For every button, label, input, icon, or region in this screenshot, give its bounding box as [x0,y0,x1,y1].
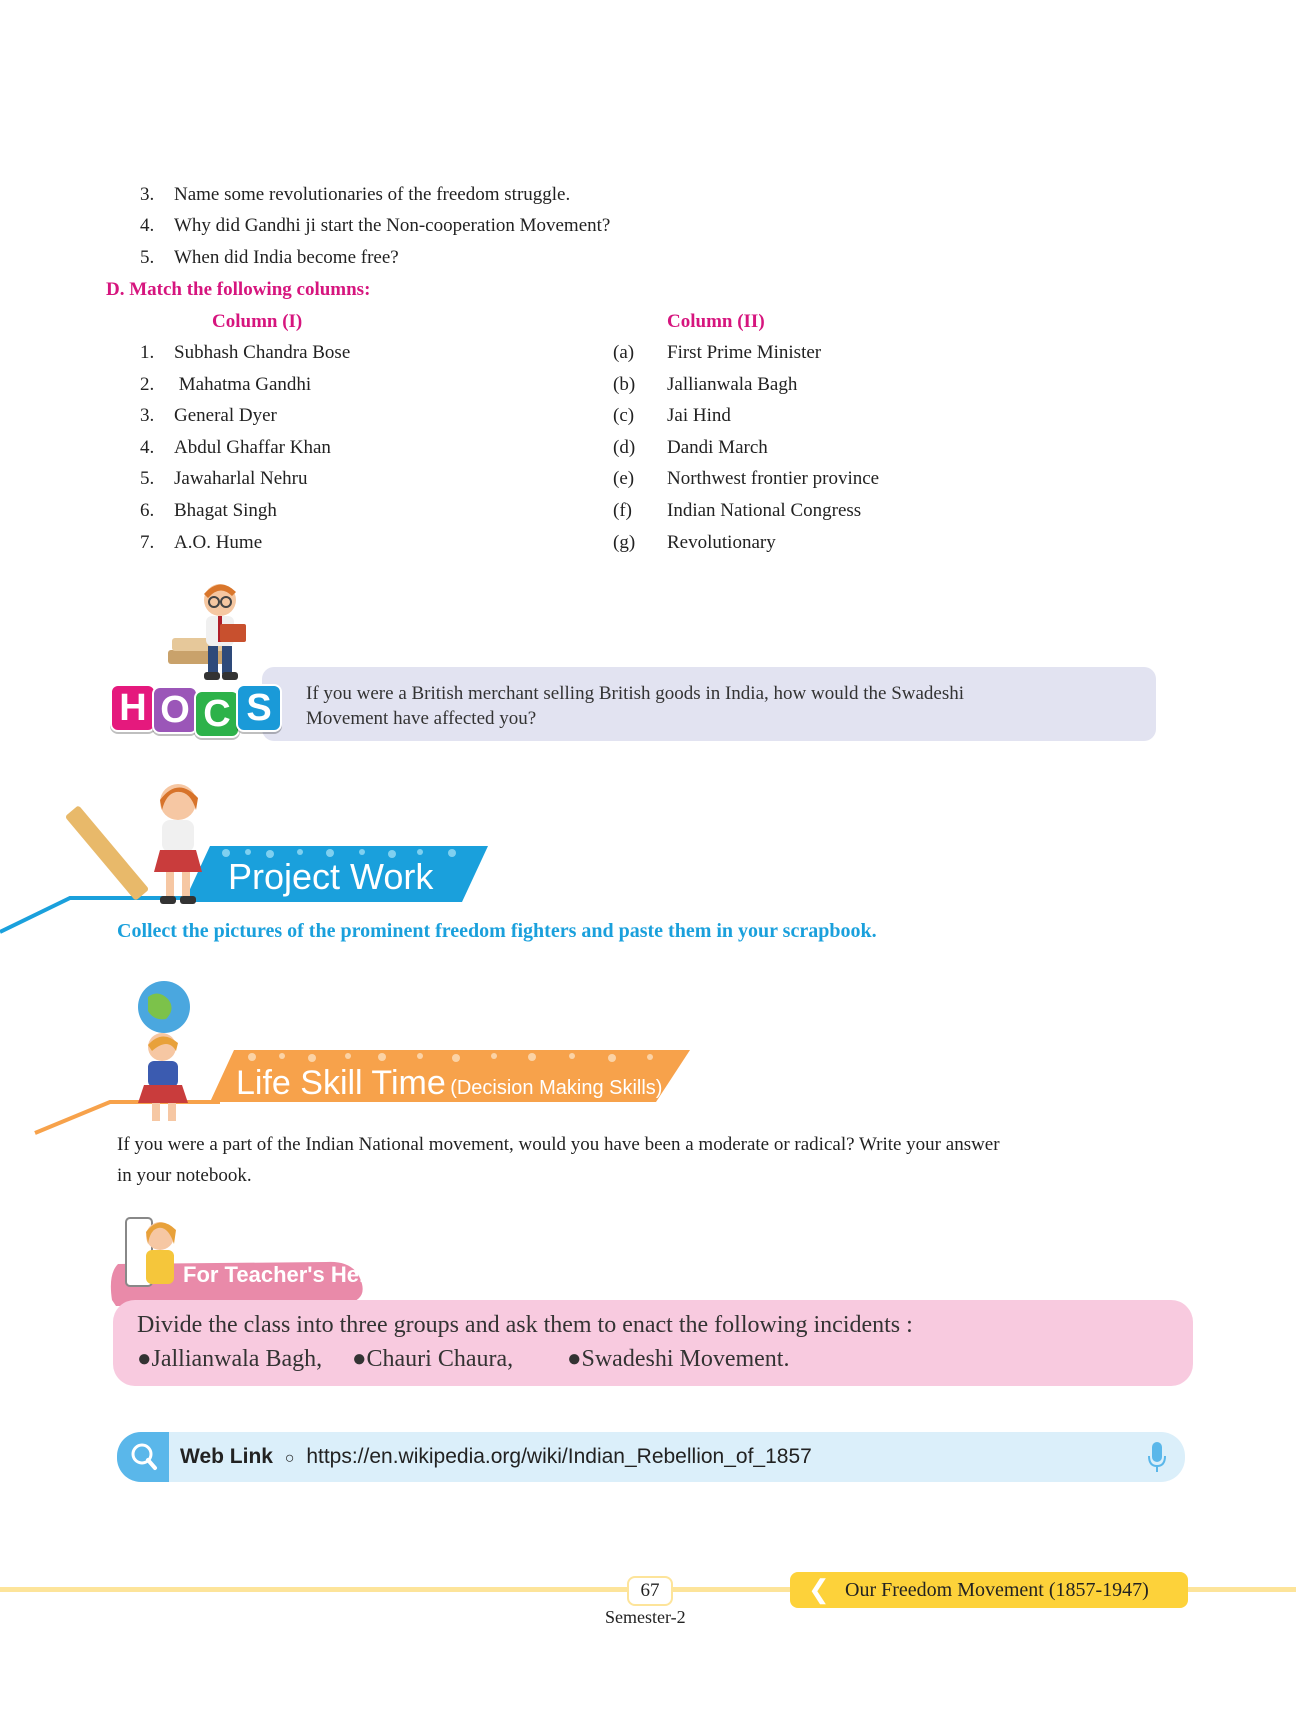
list-item: ●Chauri Chaura, [352,1346,514,1372]
life-skill-line-2: in your notebook. [117,1165,252,1186]
column-2-list [613,342,879,563]
list-item: (d) Dandi March [613,436,768,458]
project-work-text: Collect the pictures of the prominent freedom fighters and paste them in your scrapbook. [117,920,877,942]
life-skill-banner-graphic [30,975,700,1140]
ring-bullet-icon: ○ [284,1450,295,1467]
list-item: (b) Jallianwala Bagh [613,373,798,395]
question-5: 5. When did India become free? [140,247,399,268]
match-heading: D. Match the following columns: [106,279,371,300]
microphone-icon[interactable] [1147,1442,1167,1474]
chapter-tab [790,1572,1188,1608]
list-item: 2. Mahatma Gandhi [140,373,312,395]
hocs-logo [108,682,284,734]
web-link-bar[interactable] [117,1432,1185,1482]
teacher-help-label: For Teacher's Help [183,1262,379,1287]
life-skill-question [117,1129,1000,1191]
teacher-help-instruction: Divide the class into three groups and ask them to enact the following incidents : [137,1312,913,1338]
boy-reading-illustration [160,578,260,690]
project-work-title: Project Work [228,856,434,897]
list-item: 1. Subhash Chandra Bose [140,342,351,363]
list-item: 4. Abdul Ghaffar Khan [140,436,331,458]
list-item: 5. Jawaharlal Nehru [140,468,308,490]
life-skill-banner-text [236,1064,662,1103]
list-item: (c) Jai Hind [613,405,731,427]
chapter-title: Our Freedom Movement (1857-1947) [845,1579,1149,1601]
column-1-header: Column (I) [212,311,303,332]
hocs-letter-o: O [152,686,198,734]
list-item: (a) First Prime Minister [613,342,822,363]
list-item: 7. A.O. Hume [140,531,263,553]
question-4: 4. Why did Gandhi ji start the Non-cooperation Movement? [140,215,611,236]
hocs-question-line-2: Movement have affected you? [306,708,537,729]
life-skill-title: Life Skill Time [236,1064,446,1102]
list-item: (g) Revolutionary [613,531,776,553]
semester-label: Semester-2 [605,1607,686,1627]
hocs-letter-c: C [194,690,240,738]
page-number: 67 [627,1576,673,1606]
web-link-label: Web Link [180,1445,273,1468]
chevron-left-icon: ❮ [808,1574,830,1604]
teacher-help-box [113,1300,1193,1386]
teacher-help-bullets [137,1346,789,1373]
hocs-letter-s: S [236,684,282,732]
list-item: 3. General Dyer [140,405,277,427]
list-item: ●Jallianwala Bagh, [137,1346,323,1372]
list-item: ●Swadeshi Movement. [567,1346,790,1372]
list-item: (f) Indian National Congress [613,499,862,521]
teacher-help-tab [106,1214,366,1306]
list-item: 6. Bhagat Singh [140,499,277,521]
question-3: 3. Name some revolutionaries of the freedom struggle. [140,184,571,205]
list-item: (e) Northwest frontier province [613,468,880,490]
hocs-letter-h: H [110,684,156,732]
hocs-question-line-1: If you were a British merchant selling British goods in India, how would the Swadeshi [306,683,965,704]
search-icon[interactable] [117,1432,169,1482]
hocs-question-box [262,667,1156,741]
column-1-list [140,342,350,563]
life-skill-subtitle: (Decision Making Skills) [450,1077,663,1099]
web-link-url[interactable]: https://en.wikipedia.org/wiki/Indian_Rebellion_of_1857 [306,1445,812,1468]
column-2-header: Column (II) [667,311,765,332]
life-skill-line-1: If you were a part of the Indian National movement, would you have been a moderate or radical? Write your answer [117,1134,1000,1155]
